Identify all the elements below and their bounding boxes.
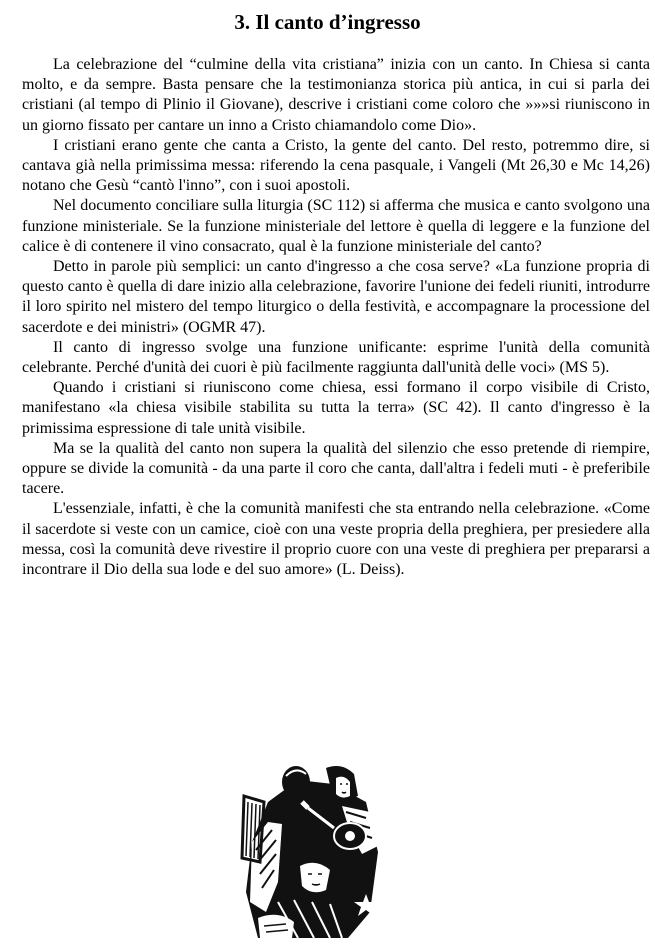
page-title: 3. Il canto d’ingresso [234,10,421,34]
paragraph-5: Il canto di ingresso svolge una funzione unificante: esprime l'unità della comunità celebrante. Perché d'unità dei cuori è più facilmente raggiunta dall'unità delle voci» (MS 5). [22,338,650,377]
body-text [22,55,650,580]
paragraph-8: L'essenziale, infatti, è che la comunità manifesti che sta entrando nella celebrazione. «Come il sacerdote si veste con un camice, cioè con una veste propria della preghiera, per presiedere alla messa, così la comunità deve rivestire il proprio cuore con una veste di preghiera per prepararsi a incontrare il Dio della sua lode e del suo amore» (L. Deiss). [22,500,650,579]
paragraph-6: Quando i cristiani si riuniscono come chiesa, essi formano il corpo visibile di Cristo, manifestano «la chiesa visibile stabilita su tutta la terra» (SC 42). Il canto d'ingresso è la primissima espressione di tale unità visibile. [22,379,650,437]
paragraph-2: I cristiani erano gente che canta a Cristo, la gente del canto. Del resto, potremmo dire, si cantava già nella primissima messa: riferendo la cena pasquale, i Vangeli (Mt 26,30 e Mc 14,26) notano che Gesù “cantò l'inno”, con i suoi apostoli. [22,136,650,195]
paragraph-3: Nel documento conciliare sulla liturgia (SC 112) si afferma che musica e canto svolgono una funzione ministeriale. Se la funzione ministeriale del lettore è quella di leggere e la funzione del calice è di contenere il vino consacrato, qual è la funzione ministeriale del canto? [22,197,650,255]
paragraph-1: La celebrazione del “culmine della vita cristiana” inizia con un canto. In Chiesa si canta molto, e da sempre. Basta pensare che la testimonianza storica più antica, in cui si parla dei cristiani (al tempo di Plinio il Giovane), descrive i cristiani come coloro che »»»si riuniscono in un giorno fissato per cantare un inno a Cristo chiamandolo come Dio». [22,56,650,134]
paragraph-7: Ma se la qualità del canto non supera la qualità del silenzio che esso pretende di riempire, oppure se divide la comunità - da una parte il coro che canta, dall'altra i fedeli muti - è preferibile tacere. [22,439,650,498]
paragraph-4: Detto in parole più semplici: un canto d'ingresso a che cosa serve? «La funzione propria di questo canto è quella di dare inizio alla celebrazione, favorire l'unione dei fedeli riuniti, introdurre il loro spirito nel mistero del tempo liturgico o della festività, e accompagnare la processione del sacerdote e dei ministri» (OGMR 47). [22,258,650,336]
musicians-woodcut-icon [238,762,388,938]
